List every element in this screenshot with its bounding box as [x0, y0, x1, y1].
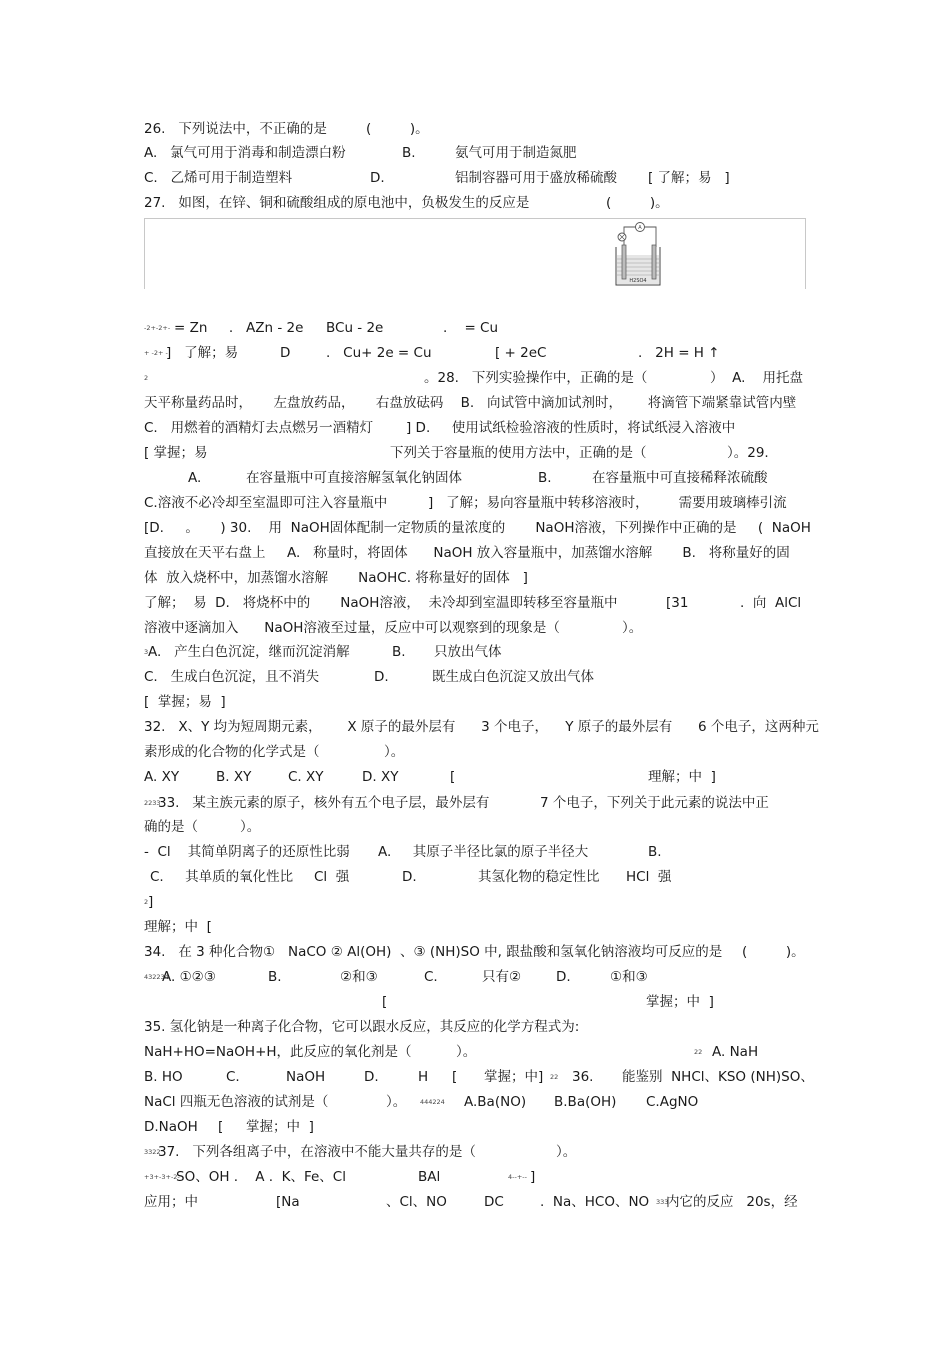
text-segment: ] [530, 1169, 536, 1185]
text-segment: C. [424, 969, 438, 985]
text-segment: 33. 某主族元素的原子，核外有五个电子层，最外层有 [158, 795, 490, 811]
text-segment: 铝制容器可用于盛放稀硫酸 [455, 170, 617, 186]
text-segment: ）。 [386, 1094, 407, 1110]
text-segment: Cl 强 [314, 869, 350, 885]
text-segment: 34. 在 3 种化合物① NaCO ② Al(OH) 、③ (NH)SO 中, 跟盐酸和氢氧化钠溶液均可反应的是 [144, 944, 723, 960]
text-line [0, 690, 950, 714]
text-segment: BAl [418, 1169, 441, 1185]
text-line [0, 890, 950, 914]
electrolyte-label: H2SO4 [629, 278, 647, 284]
text-segment: 掌握；中] [484, 1069, 544, 1085]
text-line [0, 1190, 950, 1214]
text-line [0, 1115, 950, 1139]
text-line [0, 1065, 950, 1089]
text-segment: [ 掌握；易 [144, 445, 208, 461]
text-segment: ） A. 用托盘 [710, 370, 804, 386]
text-segment: 37. 下列各组离子中，在溶液中不能大量共存的是（ [158, 1144, 476, 1160]
text-line [0, 715, 950, 739]
text-line [0, 366, 950, 390]
text-line [0, 865, 950, 889]
text-segment: D [280, 345, 291, 361]
text-segment: [Na [276, 1194, 300, 1210]
text-segment: 22 [550, 1073, 559, 1081]
text-segment: 333 [656, 1198, 669, 1206]
text-line [0, 566, 950, 590]
text-segment: D. [556, 969, 571, 985]
text-segment: 溶液中逐滴加入 NaOH溶液至过量，反应中可以观察到的现象是（ [144, 620, 560, 636]
text-segment: 下列关于容量瓶的使用方法中，正确的是（ [390, 445, 647, 461]
text-segment: C. XY [288, 769, 324, 785]
text-line [0, 516, 950, 540]
text-segment: 体 放入烧杯中，加蒸馏水溶解 NaOHC. 将称量好的固体 ] [144, 570, 528, 586]
text-segment: +3+-3+-2- [144, 1173, 180, 1181]
text-segment: . 向 AlCl [740, 595, 802, 611]
text-line [0, 1090, 950, 1114]
text-segment: B. [402, 145, 416, 161]
text-segment: 32. X、Y 均为短周期元素， X 原子的最外层有 3 个电子， Y 原子的最外层有 6 个电子，这两种元 [144, 719, 819, 735]
text-line [0, 416, 950, 440]
text-segment: H [418, 1069, 429, 1085]
text-segment: 36. [572, 1069, 594, 1085]
text-segment: NaH+HO=NaOH+H，此反应的氧化剂是（ [144, 1044, 412, 1060]
text-segment: D. [364, 1069, 379, 1085]
text-segment: . 2H = H ↑ [638, 345, 720, 361]
text-segment: C.AgNO [646, 1094, 699, 1110]
text-segment: ①和③ [610, 969, 648, 985]
text-segment: 3 [144, 648, 149, 656]
text-segment: DC [484, 1194, 504, 1210]
text-line [0, 191, 950, 215]
text-segment: ②和③ [340, 969, 378, 985]
text-segment: 氨气可用于制造氮肥 [455, 145, 577, 161]
text-segment: 其氢化物的稳定性比 [478, 869, 600, 885]
text-segment: 直接放在天平右盘上 A. 称量时，将固体 NaOH 放入容量瓶中，加蒸馏水溶解 B. 将称量好的固 [144, 545, 790, 561]
text-line [0, 915, 950, 939]
text-segment: 理解；中 [ [144, 919, 212, 935]
text-segment: = Zn . AZn - 2e [174, 320, 304, 336]
text-segment: 在容量瓶中可直接溶解氢氧化钠固体 [246, 470, 462, 486]
text-segment: B. [538, 470, 552, 486]
text-line [0, 740, 950, 764]
text-segment: D. [374, 669, 389, 685]
text-segment: D.NaOH [144, 1119, 198, 1135]
text-segment: 7 个电子，下列关于此元素的说法中正 [540, 795, 769, 811]
text-segment: ] [148, 894, 154, 910]
text-line [0, 1165, 950, 1189]
text-segment: 内它的反应 20s，经 [666, 1194, 798, 1210]
text-line [0, 166, 950, 190]
text-segment: 2 [144, 898, 149, 906]
text-segment: 444224 [420, 1098, 445, 1106]
text-segment: 应用；中 [144, 1194, 198, 1210]
text-segment: 能鉴别 NHCl、KSO (NH)SO、 [622, 1069, 814, 1085]
text-segment: B. HO [144, 1069, 183, 1085]
text-segment: [31 [666, 595, 689, 611]
text-line [0, 466, 950, 490]
text-segment: [ 掌握；易 ] [144, 694, 226, 710]
text-segment: ）。 [556, 1144, 577, 1160]
text-segment: 只放出气体 [434, 644, 502, 660]
text-line [0, 1140, 950, 1164]
text-line [0, 640, 950, 664]
text-segment: B. [648, 844, 662, 860]
text-segment: 22 [694, 1048, 703, 1056]
text-segment: A. NaH [712, 1044, 759, 1060]
text-segment: ] 了解；易向容量瓶中转移溶液时， 需要用玻璃棒引流 [428, 495, 787, 511]
text-segment: A. [188, 470, 202, 486]
text-line [0, 965, 950, 989]
text-segment: + -2+ - [144, 349, 168, 357]
text-line [0, 541, 950, 565]
text-line [0, 591, 950, 615]
text-segment: C. 生成白色沉淀，且不消失 [144, 669, 320, 685]
text-segment: ）。 [384, 744, 405, 760]
text-segment: 在容量瓶中可直接稀释浓硫酸 [592, 470, 768, 486]
galvanic-cell-figure [612, 221, 664, 287]
text-line [0, 1015, 950, 1039]
svg-text:A: A [638, 225, 642, 231]
text-segment: 2 [144, 374, 149, 382]
text-segment: ( )。 [366, 121, 429, 137]
text-segment: 只有② [482, 969, 522, 985]
text-segment: NaCl 四瓶无色溶液的试剂是（ [144, 1094, 329, 1110]
text-segment: C. [226, 1069, 240, 1085]
text-segment: [D. 。 ) 30. 用 NaOH固体配制一定物质的量浓度的 NaOH溶液，下列操作中正确的是 ( NaOH [144, 520, 811, 536]
text-segment: D. [370, 170, 385, 186]
text-line [0, 391, 950, 415]
text-segment: A. ①②③ [162, 969, 216, 985]
text-segment: ( )。 [742, 944, 805, 960]
text-segment: D. XY [362, 769, 399, 785]
text-segment: [ [452, 1069, 458, 1085]
text-segment: 432234 [144, 973, 169, 981]
text-segment: 掌握；中 ] [646, 994, 714, 1010]
text-segment: 26. 下列说法中，不正确的是 [144, 121, 327, 137]
text-segment: A. 产生白色沉淀，继而沉淀消解 [148, 644, 350, 660]
text-line [0, 791, 950, 815]
text-line [0, 341, 950, 365]
text-segment: HCl 强 [626, 869, 672, 885]
text-segment: BCu - 2e [326, 320, 384, 336]
text-segment: 确的是（ [144, 819, 198, 835]
text-segment: [ [450, 769, 456, 785]
text-segment: . Cu+ 2e = Cu [326, 345, 432, 361]
text-segment: B. [268, 969, 282, 985]
text-segment: 既生成白色沉淀又放出气体 [432, 669, 594, 685]
text-segment: C. 其单质的氧化性比 [150, 869, 294, 885]
text-line [0, 441, 950, 465]
text-segment: - Cl 其简单阴离子的还原性比弱 [144, 844, 350, 860]
text-segment: 掌握；中 ] [246, 1119, 314, 1135]
text-line [0, 940, 950, 964]
text-segment: -2+-2+- [144, 324, 171, 332]
text-segment: SO、OH . A . K、Fe、Cl [176, 1169, 346, 1185]
text-segment: ] D. 使用试纸检验溶液的性质时，将试纸浸入溶液中 [406, 420, 736, 436]
text-segment: ）。 [456, 1044, 477, 1060]
text-segment: ）。 [622, 620, 643, 636]
text-segment: [ [218, 1119, 224, 1135]
text-line [0, 765, 950, 789]
text-segment: ] 了解；易 [166, 345, 239, 361]
text-line [0, 117, 950, 141]
text-line [0, 316, 950, 340]
text-segment: . Na、HCO、NO [540, 1194, 650, 1210]
text-line [0, 1040, 950, 1064]
text-line [0, 815, 950, 839]
text-segment: 素形成的化合物的化学式是（ [144, 744, 320, 760]
text-segment: 4--+-- [508, 1173, 527, 1181]
text-segment: 天平称量药品时， 左盘放药品， 右盘放砝码 B. 向试管中滴加试剂时， 将滴管下端紧靠试管内壁 [144, 395, 797, 411]
text-segment: A. 其原子半径比氯的原子半径大 [378, 844, 589, 860]
text-segment: C. 用燃着的酒精灯去点燃另一酒精灯 [144, 420, 374, 436]
text-segment: [ [382, 994, 388, 1010]
text-segment: ）。 [240, 819, 261, 835]
text-segment: 、Cl、NO [386, 1194, 447, 1210]
text-segment: B. [392, 644, 406, 660]
text-line [0, 665, 950, 689]
text-segment: [ 了解；易 ] [648, 170, 730, 186]
text-segment: 了解； 易 D. 将烧杯中的 NaOH溶液， 未冷却到室温即转移至容量瓶中 [144, 595, 618, 611]
text-segment: ( )。 [606, 195, 669, 211]
text-segment: 27. 如图，在锌、铜和硫酸组成的原电池中，负极发生的反应是 [144, 195, 530, 211]
text-segment: A.Ba(NO) [464, 1094, 527, 1110]
text-segment: NaOH [286, 1069, 326, 1085]
text-segment: D. [402, 869, 417, 885]
text-segment: [ + 2eC [495, 345, 547, 361]
text-segment: C.溶液不必冷却至室温即可注入容量瓶中 [144, 495, 388, 511]
text-segment: . = Cu [443, 320, 499, 336]
text-segment: 。28. 下列实验操作中，正确的是（ [424, 370, 648, 386]
figure-frame [144, 218, 806, 289]
text-segment: A. 氯气可用于消毒和制造漂白粉 [144, 145, 346, 161]
text-segment: B.Ba(OH) [554, 1094, 617, 1110]
text-segment: 3322 [144, 1148, 161, 1156]
text-line [0, 616, 950, 640]
text-line [0, 141, 950, 165]
text-segment: A. XY [144, 769, 180, 785]
text-segment: 2233 [144, 799, 161, 807]
text-segment: 35. 氢化钠是一种离子化合物，它可以跟水反应，其反应的化学方程式为: [144, 1019, 580, 1035]
text-segment: 理解；中 ] [648, 769, 716, 785]
text-line [0, 491, 950, 515]
text-segment: B. XY [216, 769, 252, 785]
text-segment: C. 乙烯可用于制造塑料 [144, 170, 293, 186]
text-line [0, 990, 950, 1014]
text-line [0, 840, 950, 864]
text-segment: ）。29. [727, 445, 769, 461]
